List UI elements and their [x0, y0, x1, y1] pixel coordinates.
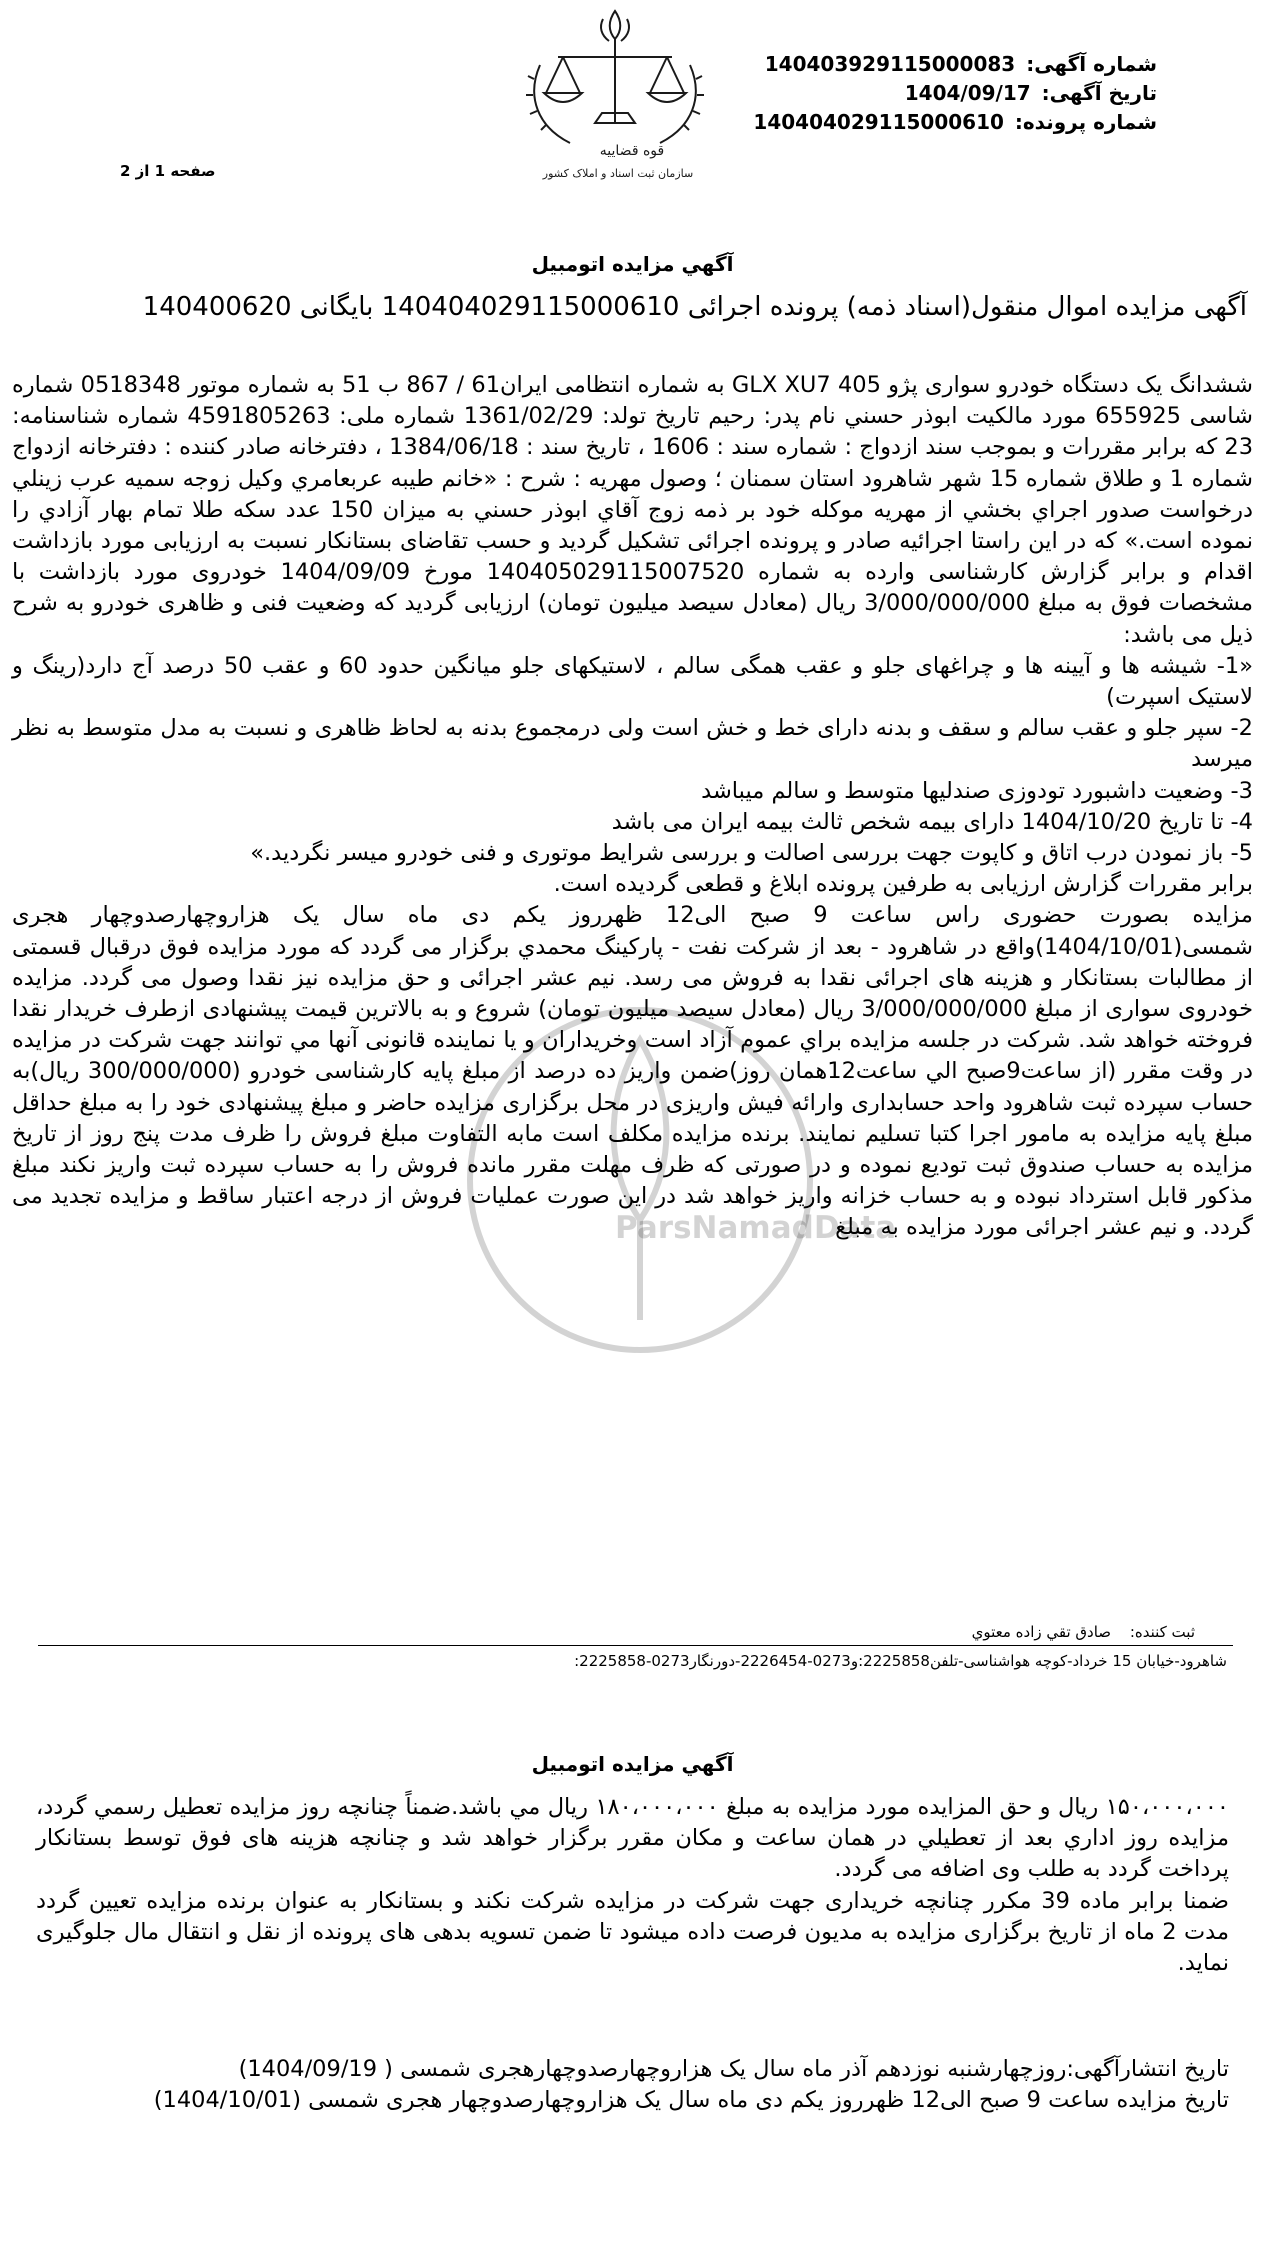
ad-date-label: تاریخ آگهی: — [1041, 81, 1157, 105]
file-number: 140404029115000610 — [753, 110, 1004, 134]
notice-title: آگهي مزايده اتومبيل — [531, 252, 734, 276]
page-two-title: آگهي مزايده اتومبيل — [531, 1752, 734, 1776]
file-number-label: شماره پرونده: — [1014, 110, 1157, 134]
auction-date-line: تاریخ مزایده ساعت 9 صبح الی12 ظهرروز یکم دی ماه سال یک هزاروچهارصدوچهار هجری شمسی (1404/10/01) — [153, 2087, 1229, 2114]
watermark-text: ParsNamadData — [615, 1210, 897, 1246]
signer-line — [972, 1623, 1195, 1641]
notice-paragraph-2: برابر مقررات گزارش ارزیابی به طرفین پرونده ابلاغ و قطعی گردیده است. — [553, 871, 1253, 898]
footer-divider — [38, 1645, 1233, 1646]
notice-paragraph-3: مزایده بصورت حضوری راس ساعت 9 صبح الی12 ظهرروز یکم دی ماه سال یک هزاروچهارصدوچهار هجری شمسی(1404/10/01)واقع در شاهرود - بعد از شرکت نفت - پارکینگ محمدي برگزار می گردد که مورد مزایده فوق درقبال قسمتی از مطالبات بستانکار و هزینه های اجرائی نقدا به فروش می رسد. نیم عشر اجرائی و حق مزایده نیز نقدا وصول می گردد. مزایده خودروی سواری از مبلغ 3/000/000/000 ریال (معادل سیصد میلیون تومان) شروع و به بالاترین قیمت پیشنهادی ازطرف خریدار نقدا فروخته خواهد شد. شركت در جلسه مزايده براي عموم آزاد است وخريداران و يا نماينده قانونی آنها مي توانند جهت شركت در مزايده در وقت مقرر (از ساعت9صبح الي ساعت12همان روز)ضمن واریز ده درصد از مبلغ پایه کارشناسی خودرو (300/000/000 ریال)به حساب سپرده ثبت شاهرود واحد حسابداری وارائه فیش واریزی در محل برگزاری مزایده حاضر و مبلغ پیشنهادی خود را به مبلغ حداقل مبلغ پایه مزایده به مامور اجرا کتبا تسلیم نمایند. برنده مزایده مکلف است مابه التفاوت مبلغ فروش را ظرف مدت پنج روز از تاریخ مزایده به حساب صندوق ثبت تودیع نموده و در صورتی که ظرف مهلت مقرر مانده فروش را به حساب سپرده ثبت واریز نکند مبلغ مذکور قابل استرداد نبوده و به حساب خزانه واریز خواهد شد در این صورت عملیات فروش از درجه اعتبار ساقط و مزایده تجدید می گردد. و نیم عشر اجرائی مورد مزایده به مبلغ — [12, 902, 1254, 1241]
condition-item-2: 2- سپر جلو و عقب سالم و سقف و بدنه دارای خط و خش است ولی درمجموع بدنه به لحاظ ظاهری و نسبت به مدل متوسط به نظر میرسد — [12, 715, 1253, 773]
page-two-paragraph-2: ضمنا برابر ماده 39 مکرر چنانچه خریداری جهت شرکت در مزایده شرکت نکند و بستانکار به عنوان برنده مزایده تعیین گردد مدت 2 ماه از تاریخ برگزاری مزایده به مدیون فرصت داده میشود تا ضمن تسویه بدهی های پرونده از نقل و انتقال مال جلوگیری نماید. — [36, 1887, 1229, 1977]
notice-body — [12, 370, 1253, 1244]
signer-name: صادق تقي زاده معتوي — [971, 1623, 1112, 1641]
ad-meta — [753, 50, 1157, 137]
ad-number-label: شماره آگهی: — [1026, 52, 1157, 76]
condition-item-5: 5- باز نمودن درب اتاق و کاپوت جهت بررسی اصالت و بررسی شرایط موتوری و فنی خودرو میسر نگردید.» — [250, 840, 1253, 867]
ad-date-row — [753, 79, 1157, 108]
dates-section — [36, 2054, 1229, 2116]
page-two-body — [36, 1792, 1229, 1979]
emblem-caption: قوه قضاییه — [599, 143, 665, 159]
signer-label: ثبت کننده: — [1129, 1623, 1195, 1641]
condition-item-3: 3- وضعیت داشبورد تودوزی صندلیها متوسط و سالم میباشد — [701, 777, 1253, 804]
publish-date-line: تاریخ انتشارآگهی:روزچهارشنبه نوزدهم آذر ماه سال یک هزاروچهارصدوچهارهجری شمسی ( 1404/09/19) — [238, 2056, 1229, 2082]
office-address: شاهرود-خیابان 15 خرداد-کوچه هواشناسی-تلفن2225858:و0273-2226454-دورنگار0273-2225858: — [574, 1652, 1227, 1670]
condition-item-1: «1- شیشه ها و آیینه ها و چراغهای جلو و عقب همگی سالم ، لاستیکهای جلو میانگین حدود 60 و عقب 50 درصد آج دارد(رینگ و لاستیک اسپرت) — [12, 652, 1253, 711]
file-number-row — [753, 108, 1157, 137]
notice-paragraph-1: ششدانگ یک دستگاه خودرو سواری پژو 405 GLX XU7 به شماره انتظامی ایران61 / 867 ب 51 به شماره موتور 0518348 شماره شاسی 655925 مورد مالکیت ابوذر حسني نام پدر: رحیم تاریخ تولد: 1361/02/29 شماره ملی: 4591805263 شماره شناسنامه: 23 که برابر مقررات و بموجب سند ازدواج : شماره سند : 1606 ، تاریخ سند : 1384/06/18 ، دفترخانه صادر کننده : دفترخانه ازدواج شماره 1 و طلاق شماره 15 شهر شاهرود استان سمنان ؛ وصول مهریه : شرح : «خانم طيبه عربعامري وكيل زوجه سميه عرب زينلي درخواست صدور اجراي بخشي از مهريه موكله خود بر ذمه زوج آقاي ابوذر حسني به ميزان 150 عدد سكه طلا تمام بهار آزادي را نموده است.» كه در اين راستا اجرائيه صادر و پرونده اجرائی تشکیل گردید و حسب تقاضای بستانکار نسبت به ارزیابی مورد بازداشت اقدام و برابر گزارش کارشناسی وارده به شماره 140405029115007520 مورخ 1404/09/09 خودروی مورد بازداشت با مشخصات فوق به مبلغ 3/000/000/000 ریال (معادل سیصد میلیون تومان) ارزیابی گردید که وضعیت فنی و ظاهری خودرو به شرح ذیل می باشد: — [12, 372, 1254, 648]
page-two-paragraph-1: ۱۵۰،۰۰۰،۰۰۰ ريال و حق المزايده مورد مزايده به مبلغ ۱۸۰،۰۰۰،۰۰۰ ريال مي باشد.ضمناً چنانچه روز مزایده تعطیل رسمي گردد، مزایده روز اداري بعد از تعطيلي در همان ساعت و مكان مقرر برگزار خواهد شد و چنانچه هزینه های فوق توسط بستانکار پرداخت گردد به طلب وی اضافه می گردد. — [36, 1794, 1229, 1883]
notice-subtitle: آگهی مزایده اموال منقول(اسناد ذمه) پرونده اجرائی 140404029115000610 بایگانی 140400620 — [142, 292, 1247, 322]
condition-item-4: 4- تا تاریخ 1404/10/20 دارای بیمه شخص ثالث بیمه ایران می باشد — [611, 808, 1253, 835]
emblem-subcaption: سازمان ثبت اسناد و املاک کشور — [542, 167, 694, 180]
page-number: صفحه 1 از 2 — [120, 162, 216, 180]
ad-date: 1404/09/17 — [904, 81, 1031, 105]
judiciary-emblem-icon — [520, 5, 710, 190]
ad-number-row — [753, 50, 1157, 79]
ad-number: 140403929115000083 — [764, 52, 1016, 76]
